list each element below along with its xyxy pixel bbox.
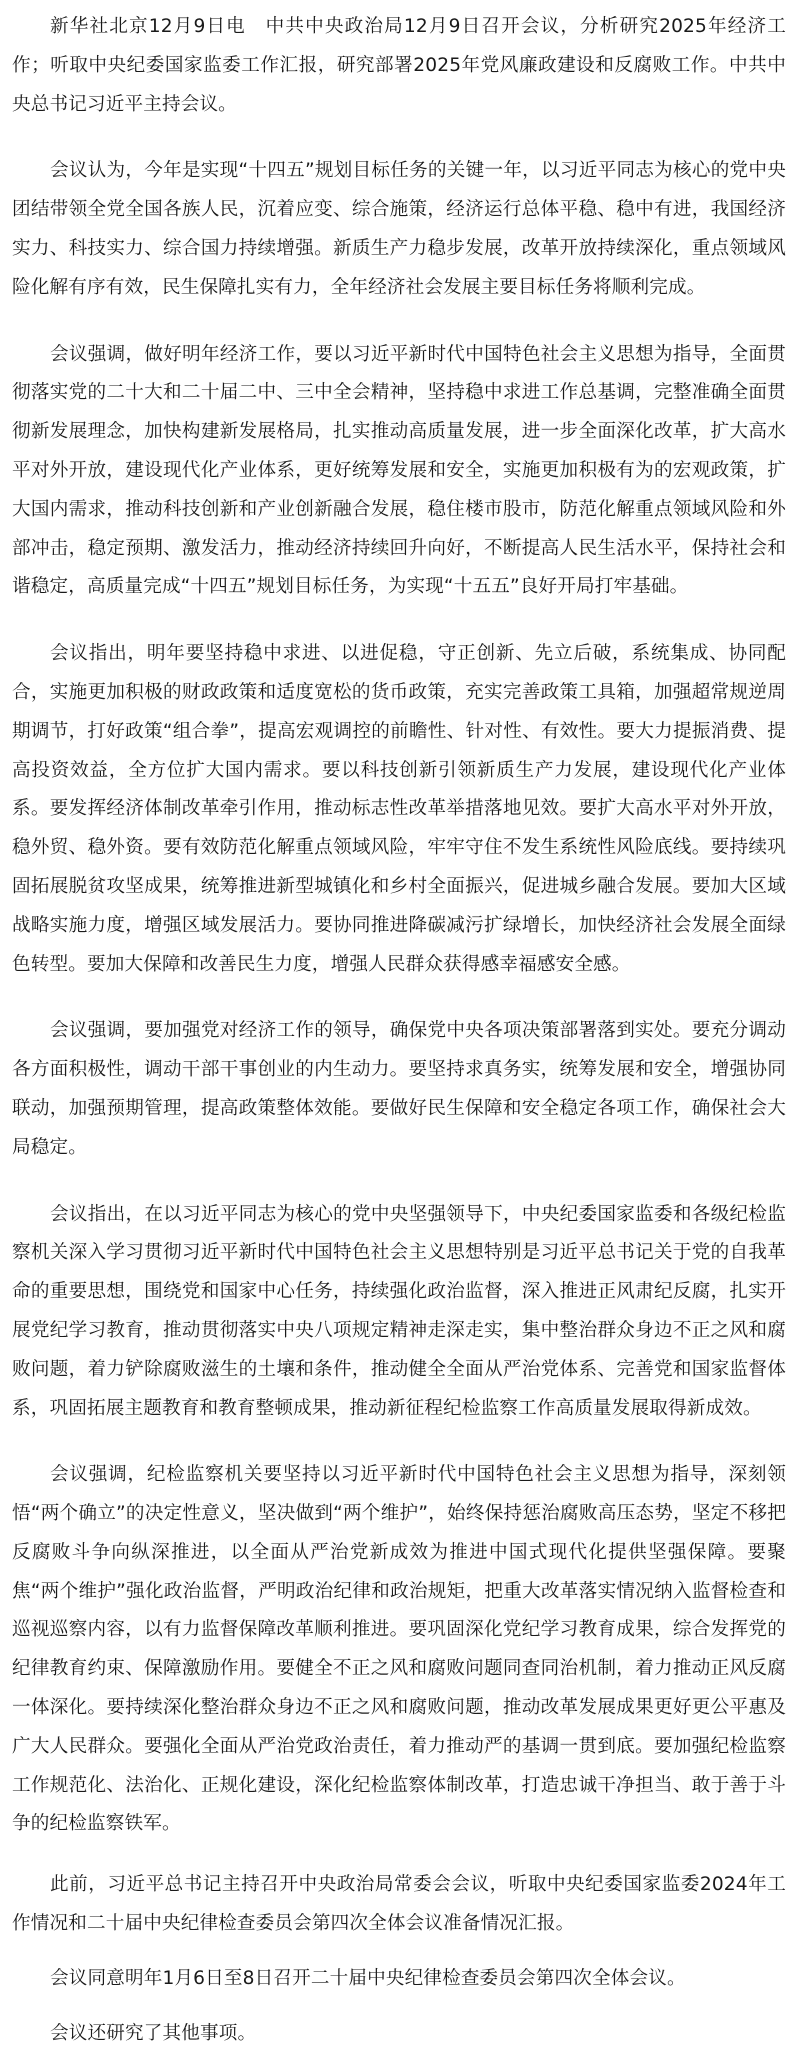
paragraph-economic-policy: 会议指出，明年要坚持稳中求进、以进促稳，守正创新、先立后破，系统集成、协同配合，实施更加积极的财政政策和适度宽松的货币政策，充实完善政策工具箱，加强超常规逆周期调节，打好政策“组合拳”，提高宏观调控的前瞻性、针对性、有效性。要大力提振消费、提高投资效益，全方位扩大国内需求。要以科技创新引领新质生产力发展，建设现代化产业体系。要发挥经济体制改革牵引作用，推动标志性改革举措落地见效。要扩大高水平对外开放，稳外贸、稳外资。要有效防范化解重点领域风险，牢牢守住不发生系统性风险底线。要持续巩固拓展脱贫攻坚成果，统筹推进新型城镇化和乡村全面振兴，促进城乡融合发展。要加大区域战略实施力度，增强区域发展活力。要协同推进降碳减污扩绿增长，加快经济社会发展全面绿色转型。要加大保障和改善民生力度，增强人民群众获得感幸福感安全感。 xyxy=(12,643,786,975)
paragraph-other-matters: 会议还研究了其他事项。 xyxy=(50,2022,257,2044)
paragraph-discipline-achievements: 会议指出，在以习近平同志为核心的党中央坚强领导下，中央纪委国家监委和各级纪检监察机关深入学习贯彻习近平新时代中国特色社会主义思想特别是习近平总书记关于党的自我革命的重要思想，围绕党和国家中心任务，持续强化政治监督，深入推进正风肃纪反腐，扎实开展党纪学习教育，推动贯彻落实中央八项规定精神走深走实，集中整治群众身边不正之风和腐败问题，着力铲除腐败滋生的土壤和条件，推动健全全面从严治党体系、完善党和国家监督体系，巩固拓展主题教育和教育整顿成果，推动新征程纪检监察工作高质量发展取得新成效。 xyxy=(12,1203,786,1419)
paragraph-party-leadership: 会议强调，要加强党对经济工作的领导，确保党中央各项决策部署落到实处。要充分调动各方面积极性，调动干部干事创业的内生动力。要坚持求真务实，统筹发展和安全，增强协同联动，加强预期管理，提高政策整体效能。要做好民生保障和安全稳定各项工作，确保社会大局稳定。 xyxy=(12,1020,786,1158)
paragraph-plenary-session: 会议同意明年1月6日至8日召开二十届中央纪律检查委员会第四次全体会议。 xyxy=(50,1967,686,1989)
paragraph-prior-meeting: 此前，习近平总书记主持召开中央政治局常委会会议，听取中央纪委国家监委2024年工作情况和二十届中央纪律检查委员会第四次全体会议准备情况汇报。 xyxy=(12,1874,786,1935)
paragraph-dateline: 新华社北京12月9日电 中共中央政治局12月9日召开会议，分析研究2025年经济工作；听取中央纪委国家监委工作汇报，研究部署2025年党风廉政建设和反腐败工作。中共中央总书记习近平主持会议。 xyxy=(12,16,786,115)
paragraph-discipline-requirements: 会议强调，纪检监察机关要坚持以习近平新时代中国特色社会主义思想为指导，深刻领悟“两个确立”的决定性意义，坚决做到“两个维护”，始终保持惩治腐败高压态势，坚定不移把反腐败斗争向纵深推进，以全面从严治党新成效为推进中国式现代化提供坚强保障。要聚焦“两个维护”强化政治监督，严明政治纪律和政治规矩，把重大改革落实情况纳入监督检查和巡视巡察内容，以有力监督保障改革顺利推进。要巩固深化党纪学习教育成果，综合发挥党的纪律教育约束、保障激励作用。要健全不正之风和腐败问题同查同治机制，着力推动正风反腐一体深化。要持续深化整治群众身边不正之风和腐败问题，推动改革发展成果更好更公平惠及广大人民群众。要强化全面从严治党政治责任，着力推动严的基调一贯到底。要加强纪检监察工作规范化、法治化、正规化建设，深化纪检监察体制改革，打造忠诚干净担当、敢于善于斗争的纪检监察铁军。 xyxy=(12,1464,786,1835)
paragraph-assessment: 会议认为，今年是实现“十四五”规划目标任务的关键一年，以习近平同志为核心的党中央团结带领全党全国各族人民，沉着应变、综合施策，经济运行总体平稳、稳中有进，我国经济实力、科技实力、综合国力持续增强。新质生产力稳步发展，改革开放持续深化，重点领域风险化解有序有效，民生保障扎实有力，全年经济社会发展主要目标任务将顺利完成。 xyxy=(12,160,786,298)
paragraph-economic-work-emphasis: 会议强调，做好明年经济工作，要以习近平新时代中国特色社会主义思想为指导，全面贯彻落实党的二十大和二十届二中、三中全会精神，坚持稳中求进工作总基调，完整准确全面贯彻新发展理念，加快构建新发展格局，扎实推动高质量发展，进一步全面深化改革，扩大高水平对外开放，建设现代化产业体系，更好统筹发展和安全，实施更加积极有为的宏观政策，扩大国内需求，推动科技创新和产业创新融合发展，稳住楼市股市，防范化解重点领域风险和外部冲击，稳定预期、激发活力，推动经济持续回升向好，不断提高人民生活水平，保持社会和谐稳定，高质量完成“十四五”规划目标任务，为实现“十五五”良好开局打牢基础。 xyxy=(12,343,786,598)
